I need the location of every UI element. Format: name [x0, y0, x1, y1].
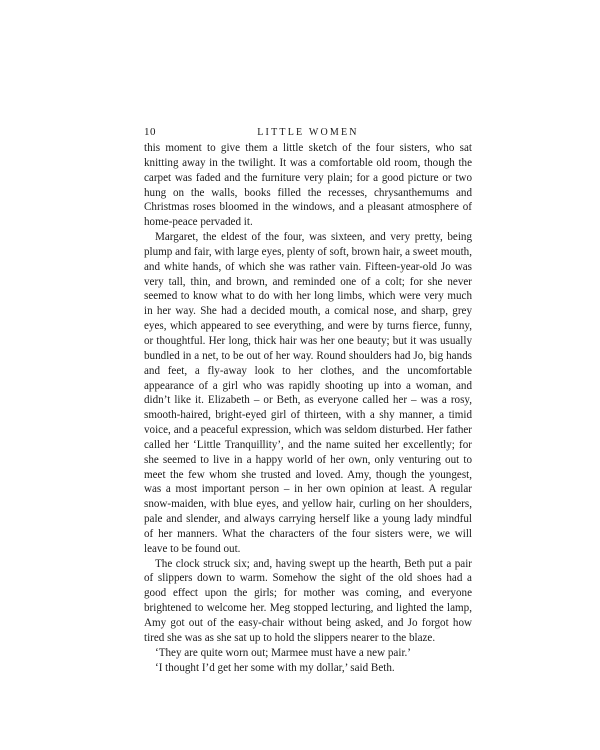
paragraph: ‘I thought I’d get her some with my dollar,’ said Beth. — [155, 661, 395, 674]
text-block — [144, 124, 472, 675]
page-number: 10 — [144, 126, 156, 138]
running-head — [144, 124, 472, 141]
paragraph: ‘They are quite worn out; Marmee must have a new pair.’ — [155, 646, 411, 659]
paragraph: this moment to give them a little sketch of the four sisters, who sat knitting away in the twilight. It was a comfortable old room, though the carpet was faded and the furniture very plain; for a good picture or two hung on the walls, books filled the recesses, chrysanthemums and Christmas roses bloomed in the windows, and a pleasant atmosphere of home-peace pervaded it. — [144, 142, 472, 229]
paragraph: The clock struck six; and, having swept up the hearth, Beth put a pair of slippers down to warm. Somehow the sight of the old shoes had a good effect upon the girls; for mother was coming, and everyone brightened to welcome her. Meg stopped lecturing, and lighted the lamp, Amy got out of the easy-chair without being asked, and Jo forgot how tired she was as she sat up to hold the slippers nearer to the blaze. — [144, 557, 472, 644]
book-title: LITTLE WOMEN — [257, 127, 359, 138]
paragraph: Margaret, the eldest of the four, was sixteen, and very pretty, being plump and fair, with large eyes, plenty of soft, brown hair, a sweet mouth, and white hands, of which she was rather vain. Fifteen-year-old Jo was very tall, thin, and brown, and reminded one of a colt; for she never seemed to know what to do with her long limbs, which were very much in her way. She had a decided mouth, a comical nose, and sharp, grey eyes, which appeared to see everything, and were by turns fierce, funny, or thoughtful. Her long, thick hair was her one beauty; but it was usually bundled in a net, to be out of her way. Round shoulders had Jo, big hands and feet, a fly-away look to her clothes, and the uncomfortable appearance of a girl who was rapidly shooting up into a woman, and didn’t like it. Elizabeth – or Beth, as everyone called her – was a rosy, smooth-haired, bright-eyed girl of thirteen, with a shy manner, a timid voice, and a peaceful expression, which was seldom disturbed. Her father called her ‘Little Tranquillity’, and the name suited her excellently; for she seemed to live in a happy world of her own, only venturing out to meet the few whom she trusted and loved. Amy, though the youngest, was a most important person – in her own opinion at least. A regular snow-maiden, with blue eyes, and yellow hair, curling on her shoulders, pale and slender, and always carrying herself like a young lady mindful of her manners. What the characters of the four sisters were, we will leave to be found out. — [144, 231, 472, 555]
